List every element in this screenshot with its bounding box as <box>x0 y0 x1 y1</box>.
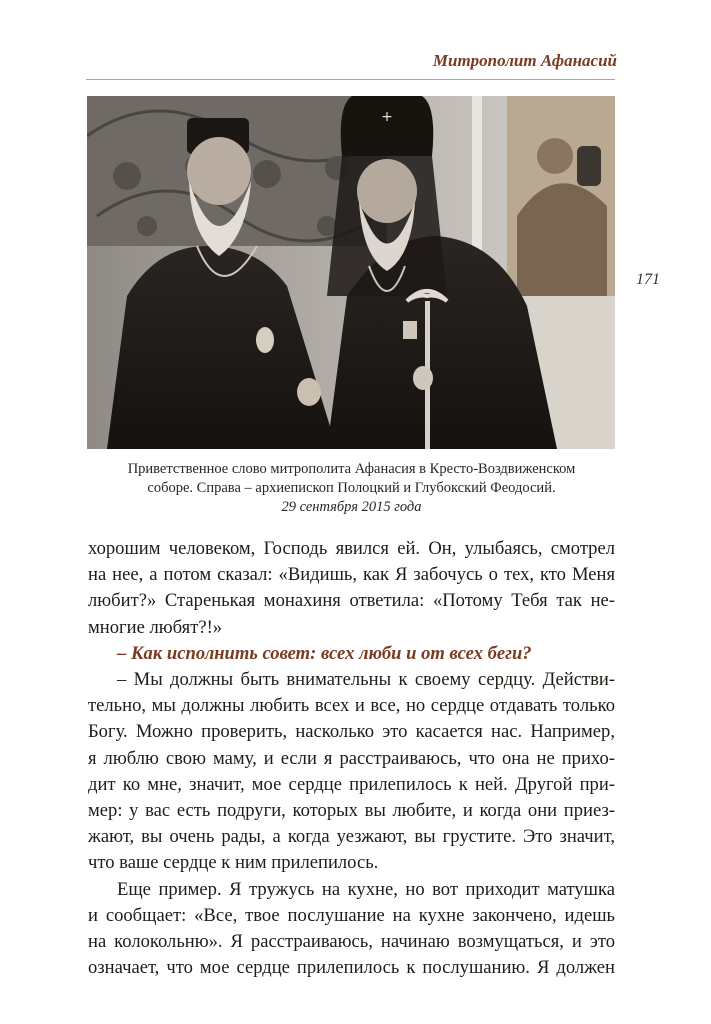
caption-line: Приветственное слово митрополита Афанасия в Кресто-Воздвиженском <box>127 461 576 477</box>
text-line: тельно, мы должны любить всех и все, но сердце отдавать только <box>88 695 615 717</box>
text-line: жают, вы очень рады, а когда уезжают, вы грустите. Это значит, <box>88 826 615 848</box>
text-line: что ваше сердце к ним прилепилось. <box>88 852 379 874</box>
photo-illustration <box>87 96 615 449</box>
running-title: Митрополит Афанасий <box>432 51 617 70</box>
text-line: любит?» Старенькая монахиня ответила: «Потому Тебя так не- <box>88 590 615 612</box>
text-line: многие любят?!» <box>88 616 223 638</box>
paragraph <box>88 877 615 982</box>
text-line: Еще пример. Я тружусь на кухне, но вот приходит матушка <box>117 878 615 900</box>
text-line: я люблю свою маму, и если я расстраиваюсь, что она не прихо- <box>88 747 615 769</box>
text-line: мер: у вас есть подруги, которых вы любите, и когда они приез- <box>88 800 615 822</box>
svg-text:+: + <box>381 109 393 125</box>
page-number: 171 <box>636 271 660 288</box>
caption-line: соборе. Справа – архиепископ Полоцкий и Глубокский Феодосий. <box>147 480 556 496</box>
paragraph <box>88 667 615 877</box>
text-line: и сообщает: «Все, твое послушание на кухне закончено, идешь <box>88 904 615 926</box>
text-line: Богу. Можно проверить, насколько это касается нас. Например, <box>88 721 615 743</box>
interview-question: – Как исполнить совет: всех люби и от всех беги? <box>117 642 532 664</box>
text-line: – Мы должны быть внимательны к своему сердцу. Действи- <box>117 669 615 691</box>
paragraph <box>88 536 615 641</box>
text-line: дит ко мне, значит, мое сердце прилепилось к ней. Другой при- <box>88 773 615 795</box>
header-rule <box>86 79 615 80</box>
body-text <box>88 536 615 981</box>
text-line: на колокольню». Я расстраиваюсь, начинаю возмущаться, и это <box>88 931 615 953</box>
photo-caption <box>88 460 615 517</box>
text-line: означает, что мое сердце прилепилось к послушанию. Я должен <box>88 957 615 979</box>
text-line: на нее, а потом сказал: «Видишь, как Я забочусь о тех, кто Меня <box>88 564 615 586</box>
caption-date: 29 сентября 2015 года <box>281 499 422 515</box>
text-line: хорошим человеком, Господь явился ей. Он, улыбаясь, смотрел <box>88 538 615 559</box>
photo <box>87 96 615 449</box>
